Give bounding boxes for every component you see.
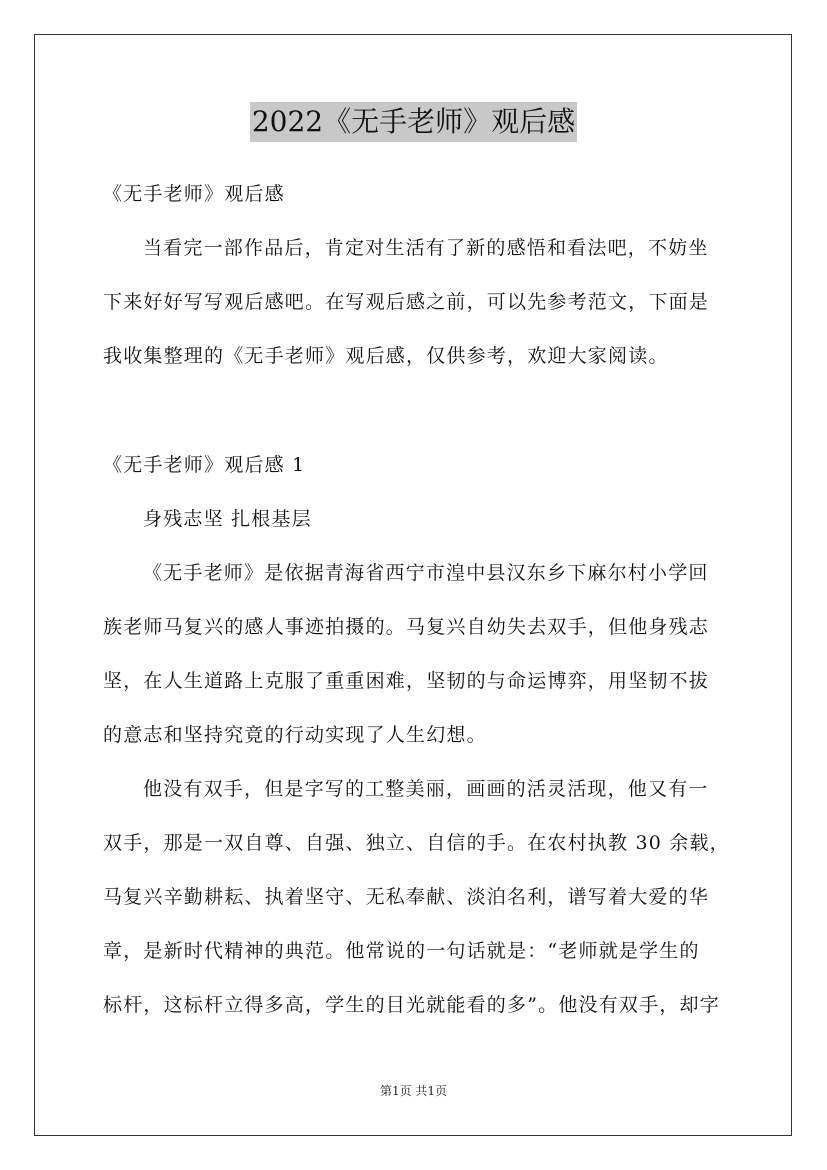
intro-line: 当看完一部作品后，肯定对生活有了新的感悟和看法吧，不妨坐 [143, 237, 709, 259]
section-subtitle: 身残志坚 扎根基层 [143, 508, 312, 530]
paragraph-line: 坚，在人生道路上克服了重重困难，坚韧的与命运博弈，用坚韧不拔 [103, 670, 710, 692]
paragraph-line: 他没有双手，但是字写的工整美丽，画画的活灵活现，他又有一 [143, 778, 709, 800]
paragraph-line: 的意志和坚持究竟的行动实现了人生幻想。 [103, 724, 487, 746]
paragraph-line: 标杆，这标杆立得多高，学生的目光就能看的多”。他没有双手，却字 [103, 994, 720, 1016]
paragraph-line: 马复兴辛勤耕耘、执着坚守、无私奉献、淡泊名利，谱写着大爱的华 [103, 886, 710, 908]
intro-line: 下来好好写写观后感吧。在写观后感之前，可以先参考范文，下面是 [103, 291, 710, 313]
document-heading: 《无手老师》观后感 [103, 183, 285, 205]
page-footer: 第1页 共1页 [379, 1084, 448, 1098]
section-heading: 《无手老师》观后感 1 [103, 454, 306, 476]
intro-line: 我收集整理的《无手老师》观后感，仅供参考，欢迎大家阅读。 [103, 345, 669, 367]
document-title: 2022《无手老师》观后感 [250, 102, 577, 142]
paragraph-line: 双手，那是一双自尊、自强、独立、自信的手。在农村执教 30 余载， [103, 832, 730, 854]
paragraph-line: 《无手老师》是依据青海省西宁市湟中县汉东乡下麻尔村小学回 [143, 562, 709, 584]
paragraph-line: 章，是新时代精神的典范。他常说的一句话就是：“老师就是学生的 [103, 940, 700, 962]
title-container [0, 102, 827, 142]
paragraph-line: 族老师马复兴的感人事迹拍摄的。马复兴自幼失去双手，但他身残志 [103, 616, 710, 638]
